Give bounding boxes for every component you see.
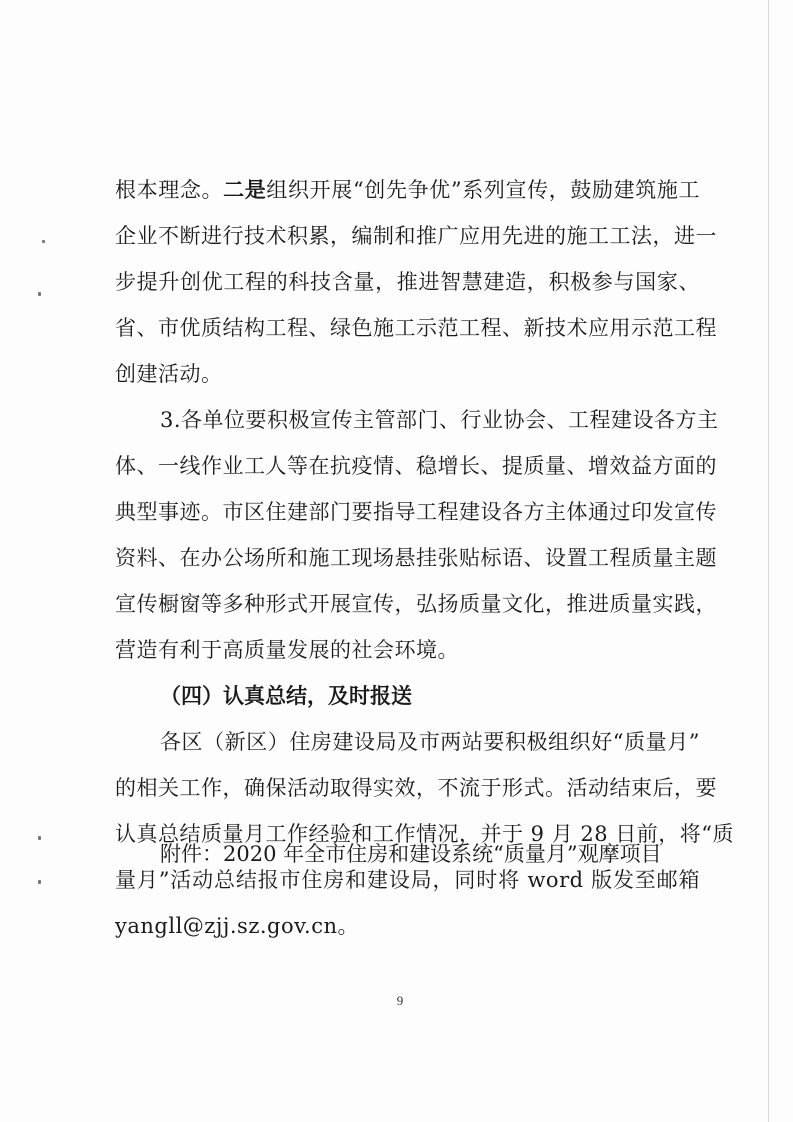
body-line: 营造有利于高质量发展的社会环境。 <box>115 638 459 662</box>
body-line: 典型事迹。市区住建部门要指导工程建设各方主体通过印发宣传 <box>115 500 717 524</box>
body-line <box>115 174 700 206</box>
body-line: 企业不断进行技术积累，编制和推广应用先进的施工工法，进一 <box>115 224 717 248</box>
scan-dot <box>38 292 41 296</box>
scan-dot <box>38 836 41 840</box>
email-line: yangll@zjj.sz.gov.cn。 <box>115 914 359 938</box>
text-segment: 组织开展“创先争优”系列宣传，鼓励建筑施工 <box>266 178 700 202</box>
body-line: 3.各单位要积极宣传主管部门、行业协会、工程建设各方主 <box>160 408 719 432</box>
scan-dot <box>38 880 41 884</box>
body-line: 认真总结质量月工作经验和工作情况，并于 9 月 28 日前，将“质 <box>115 822 735 846</box>
scan-edge-line <box>768 0 769 1122</box>
body-line: 省、市优质结构工程、绿色施工示范工程、新技术应用示范工程 <box>115 316 717 340</box>
scan-dot <box>42 240 45 243</box>
body-line: 各区（新区）住房建设局及市两站要积极组织好“质量月” <box>160 730 700 754</box>
body-line: 量月”活动总结报市住房和建设局，同时将 word 版发至邮箱 <box>115 868 700 892</box>
text-segment: 根本理念。 <box>115 178 224 202</box>
page-number: 9 <box>396 993 404 1008</box>
body-line: 创建活动。 <box>115 362 223 386</box>
body-line: 资料、在办公场所和施工现场悬挂张贴标语、设置工程质量主题 <box>115 546 717 570</box>
body-line: 步提升创优工程的科技含量，推进智慧建造，积极参与国家、 <box>115 270 700 294</box>
attachment-note: 附件：2020 年全市住房和建设系统“质量月”观摩项目 <box>160 842 662 866</box>
emphasis-text: 二是 <box>223 177 267 202</box>
body-line: 宣传橱窗等多种形式开展宣传，弘扬质量文化，推进质量实践， <box>115 592 717 616</box>
body-line: 体、一线作业工人等在抗疫情、稳增长、提质量、增效益方面的 <box>115 454 717 478</box>
section-heading: （四）认真总结，及时报送 <box>160 683 412 708</box>
body-line: 的相关工作，确保活动取得实效，不流于形式。活动结束后，要 <box>115 776 717 800</box>
